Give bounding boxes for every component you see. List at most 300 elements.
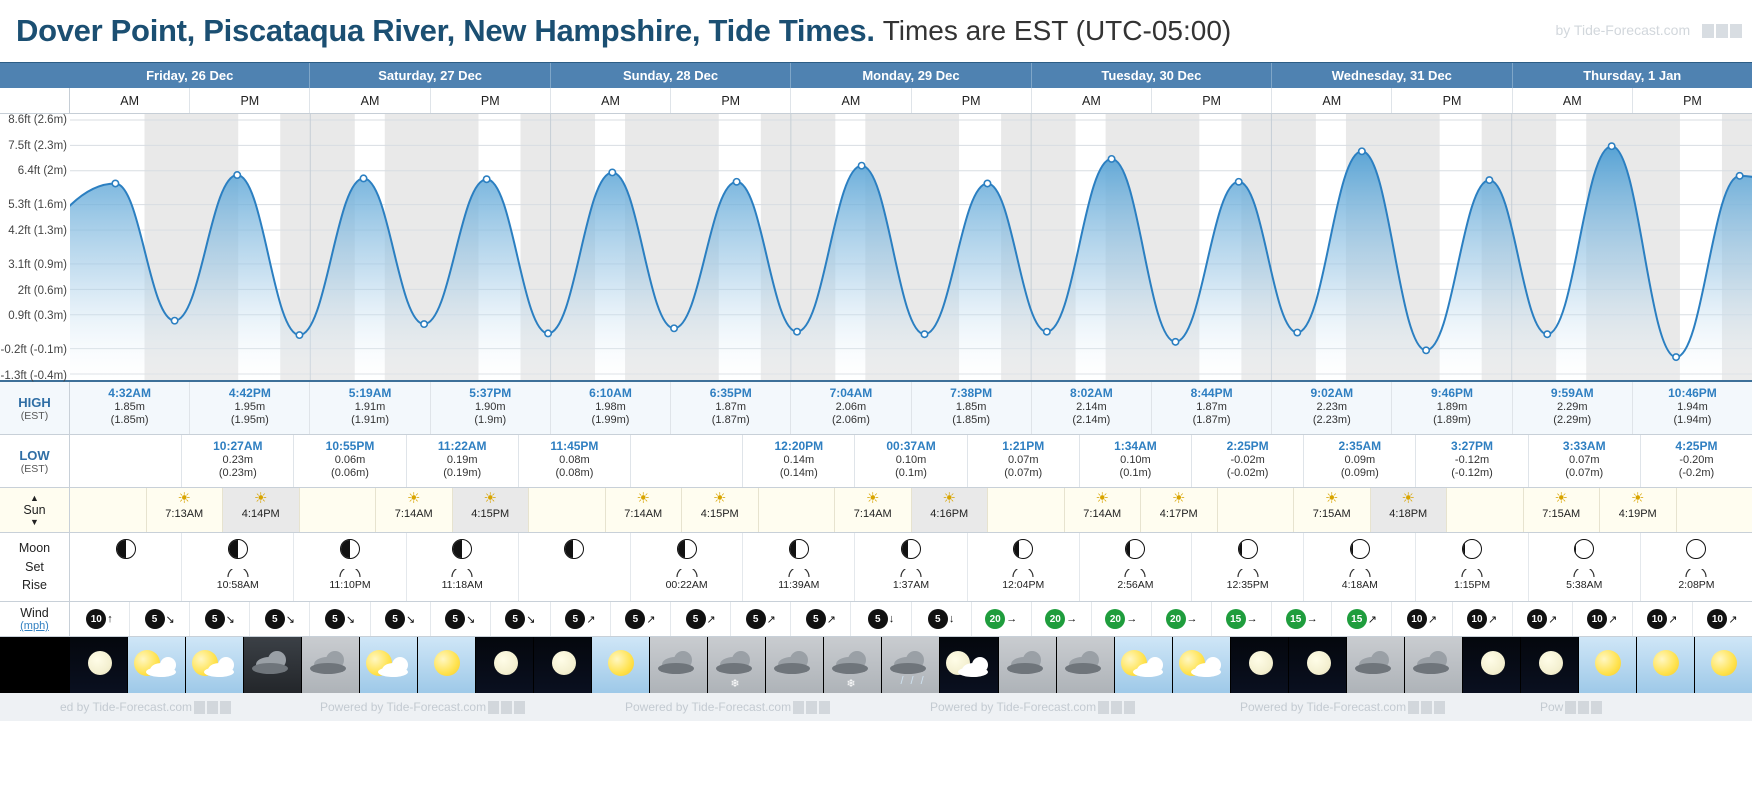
high-tide-cell — [1513, 382, 1633, 434]
weather-icon-cell — [1115, 637, 1173, 693]
low-tide-row — [0, 435, 1752, 488]
weather-icon-cell — [1173, 637, 1231, 693]
cloud-icon — [1065, 663, 1101, 674]
tide-time: 5:19AM — [348, 386, 392, 400]
wind-speed-badge: 10 — [1407, 609, 1427, 629]
wind-speed-badge: 5 — [265, 609, 285, 629]
tide-time: 6:10AM — [589, 386, 632, 400]
wind-speed-badge: 15 — [1226, 609, 1246, 629]
moon-icon — [88, 651, 112, 675]
wind-speed-badge: 15 — [1286, 609, 1306, 629]
sun-label-text: Sun — [23, 503, 46, 517]
weather-icon-cell — [302, 637, 360, 693]
tide-height-paren: (1.87m) — [1192, 414, 1231, 427]
sun-icon: ☀ — [483, 490, 497, 507]
wind-speed-badge: 5 — [806, 609, 826, 629]
wind-speed-badge: 5 — [686, 609, 706, 629]
low-tide-marker — [794, 329, 800, 335]
moon-icon — [552, 651, 576, 675]
low-tide-marker — [1423, 347, 1429, 353]
y-axis-label: 4.2ft (1.3m) — [8, 224, 67, 237]
low-tide-cell — [1641, 435, 1752, 487]
moon-icon — [1307, 651, 1331, 675]
page-title — [0, 0, 1752, 62]
weather-icon-cell — [940, 637, 998, 693]
tide-height-m: 2.06m — [835, 400, 867, 413]
sun-cell — [1218, 488, 1295, 532]
low-tide-marker — [1294, 329, 1300, 335]
moonrise-arc-icon — [1461, 569, 1483, 578]
sun-time: 7:14AM — [394, 507, 433, 520]
chart-y-axis — [0, 114, 70, 380]
tide-height-m: 0.10m — [895, 453, 927, 466]
page-title-timezone: Times are EST (UTC-05:00) — [882, 15, 1232, 46]
tide-time: 9:59AM — [1550, 386, 1594, 400]
y-axis-label: 3.1ft (0.9m) — [8, 259, 67, 272]
wind-speed-badge: 5 — [205, 609, 225, 629]
moon-icon — [1249, 651, 1273, 675]
tide-height-paren: (0.09m) — [1340, 467, 1379, 480]
y-axis-label: 7.5ft (2.3m) — [8, 139, 67, 152]
low-tide-marker — [1673, 354, 1679, 360]
wind-direction-arrow-icon: → — [1246, 613, 1258, 625]
y-axis-label: 2ft (0.6m) — [17, 284, 67, 297]
moon-phase-icon — [901, 539, 921, 559]
wind-direction-arrow-icon: ↑ — [107, 613, 113, 625]
weather-icon-cell — [418, 637, 476, 693]
low-tide-cell — [1192, 435, 1304, 487]
moon-cell — [70, 533, 182, 601]
high-tide-cell — [310, 382, 430, 434]
moon-label-text: Moon — [18, 540, 51, 555]
moon-time: 2:08PM — [1678, 579, 1715, 591]
moon-time: 5:38AM — [1566, 579, 1603, 591]
tide-height-paren: (0.07m) — [1004, 467, 1043, 480]
sun-icon: ☀ — [942, 490, 956, 507]
tide-height-m: 0.07m — [1007, 453, 1039, 466]
sun-time: 4:16PM — [930, 507, 969, 520]
tide-height-m: 1.85m — [114, 400, 145, 413]
moon-phase-icon — [789, 539, 809, 559]
sun-cell — [1371, 488, 1448, 532]
tide-time: 4:32AM — [108, 386, 151, 400]
tide-height-m: 1.91m — [354, 400, 386, 413]
high-label-tz: (EST) — [20, 409, 49, 422]
wind-speed-badge: 5 — [928, 609, 948, 629]
high-tide-cell — [1633, 382, 1752, 434]
moon-time: 11:10PM — [329, 579, 371, 591]
wind-speed-badge: 5 — [145, 609, 165, 629]
tide-time: 7:04AM — [829, 386, 873, 400]
tide-time: 8:02AM — [1070, 386, 1113, 400]
low-tide-cell — [968, 435, 1080, 487]
high-tide-cell — [1272, 382, 1392, 434]
high-tide-cell — [70, 382, 190, 434]
high-tide-cell — [1392, 382, 1512, 434]
moonrise-arc-icon — [227, 569, 249, 578]
tide-height-m: 1.94m — [1677, 400, 1708, 413]
tide-height-m: 2.29m — [1556, 400, 1588, 413]
cloud-icon — [890, 663, 926, 674]
tide-height-m: 0.10m — [1120, 453, 1151, 466]
tide-height-paren: (2.23m) — [1312, 414, 1351, 427]
tide-time: 8:44PM — [1190, 386, 1233, 400]
tide-height-paren: (1.94m) — [1673, 414, 1712, 427]
moon-cell — [631, 533, 743, 601]
moon-phase-icon — [1686, 539, 1706, 559]
wind-direction-arrow-icon: ↗ — [766, 613, 776, 626]
wind-speed-badge: 15 — [1347, 609, 1367, 629]
wind-cell — [1392, 602, 1452, 636]
wind-direction-arrow-icon: → — [1186, 613, 1198, 625]
weather-icon-cell — [1057, 637, 1115, 693]
cloud-icon — [832, 663, 868, 674]
moon-phase-icon — [1013, 539, 1033, 559]
sun-cell — [988, 488, 1065, 532]
sun-row — [0, 488, 1752, 533]
moon-phase-icon — [1125, 539, 1145, 559]
footer-watermark: Powered by Tide-Forecast.com — [320, 700, 525, 714]
tide-height-paren: (0.23m) — [218, 467, 257, 480]
moon-time: 2:56AM — [1117, 579, 1154, 591]
tide-height-paren: (-0.2m) — [1678, 467, 1715, 480]
sun-time: 4:15PM — [471, 507, 510, 520]
high-tide-marker — [1236, 179, 1242, 185]
wind-speed-badge: 20 — [1045, 609, 1065, 629]
high-tide-cell — [1032, 382, 1152, 434]
day-header-cell: Thursday, 1 Jan — [1583, 68, 1682, 83]
moon-time: 10:58AM — [216, 579, 259, 591]
weather-row-spacer — [0, 637, 70, 693]
weather-icon-cell — [1521, 637, 1579, 693]
tide-height-paren: (2.06m) — [831, 414, 870, 427]
wind-cell — [1092, 602, 1152, 636]
day-header-cell: Sunday, 28 Dec — [551, 63, 791, 88]
high-tide-marker — [733, 179, 739, 185]
moon-cell — [1080, 533, 1192, 601]
moon-phase-icon — [677, 539, 697, 559]
tide-time: 2:25PM — [1226, 439, 1269, 453]
moon-phase-icon — [564, 539, 584, 559]
tide-height-m: 0.23m — [222, 453, 254, 466]
tide-height-m: 0.06m — [334, 453, 366, 466]
cloud-icon — [204, 667, 234, 677]
y-axis-label: -0.2ft (-0.1m) — [0, 344, 67, 357]
low-tide-cell — [855, 435, 967, 487]
wind-cell — [731, 602, 791, 636]
moon-row-label — [0, 533, 70, 601]
footer-blocks-icon — [1096, 700, 1135, 714]
high-tide-marker — [234, 172, 240, 178]
sun-cell — [1677, 488, 1752, 532]
tide-height-paren: (1.99m) — [591, 414, 630, 427]
tide-time: 2:35AM — [1338, 439, 1382, 453]
sun-icon: ☀ — [407, 490, 421, 507]
wind-direction-arrow-icon: ↗ — [1668, 613, 1678, 626]
high-tide-cell — [671, 382, 791, 434]
ampm-header-cell: AM — [1513, 88, 1633, 113]
snow-icon: ❄ — [846, 678, 856, 690]
low-tide-marker — [545, 330, 551, 336]
sun-time: 7:15AM — [1542, 507, 1581, 520]
y-axis-label: 8.6ft (2.6m) — [8, 114, 67, 126]
wind-direction-arrow-icon: ↘ — [345, 613, 356, 626]
moon-phase-icon — [1574, 539, 1594, 559]
tide-height-m: -0.02m — [1230, 453, 1265, 466]
sun-icon: ☀ — [866, 490, 880, 507]
low-tide-label — [0, 435, 70, 487]
sun-icon: ☀ — [1325, 490, 1339, 507]
wind-cell — [912, 602, 972, 636]
ampm-header-cell: PM — [912, 88, 1032, 113]
sun-icon — [608, 650, 634, 676]
weather-icon-cell — [1695, 637, 1752, 693]
moon-cell — [1192, 533, 1304, 601]
sun-icon: ☀ — [177, 490, 191, 507]
cloud-icon — [146, 667, 176, 677]
moon-cell — [407, 533, 519, 601]
tide-height-paren: (-0.12m) — [1451, 467, 1493, 480]
high-tide-marker — [1736, 173, 1742, 179]
moon-time: 1:15PM — [1453, 579, 1491, 591]
sun-icon: ☀ — [713, 490, 727, 507]
y-axis-label: -1.3ft (-0.4m) — [0, 370, 67, 382]
cloud-icon — [1133, 667, 1163, 677]
low-label-text: LOW — [19, 447, 50, 463]
footer-blocks-icon — [192, 700, 231, 714]
tide-height-paren: (1.91m) — [351, 414, 389, 427]
tide-time: 9:46PM — [1431, 386, 1474, 400]
wind-cell — [310, 602, 370, 636]
wind-unit-link[interactable]: (mph) — [20, 620, 49, 632]
high-tide-marker — [1359, 148, 1365, 154]
low-tide-cell — [1529, 435, 1641, 487]
sun-icon: ☀ — [1554, 490, 1568, 507]
tide-height-paren: (0.1m) — [895, 467, 927, 480]
tide-height-m: 0.09m — [1344, 453, 1376, 466]
wind-direction-arrow-icon: ↘ — [285, 613, 295, 626]
wind-cell — [250, 602, 310, 636]
sun-cell — [1447, 488, 1524, 532]
cloud-icon — [1355, 663, 1391, 674]
moonrise-arc-icon — [788, 569, 810, 578]
moon-time: 11:39AM — [778, 579, 820, 591]
wind-direction-arrow-icon: ↗ — [586, 613, 596, 626]
low-tide-cell — [294, 435, 406, 487]
cloud-icon — [1413, 663, 1449, 674]
cloud-icon — [716, 663, 752, 674]
moon-icon — [494, 651, 518, 675]
tide-height-paren: (1.85m) — [952, 414, 991, 427]
ampm-header-cell: PM — [190, 88, 310, 113]
wind-direction-arrow-icon: ↗ — [706, 613, 716, 626]
weather-icon-cell — [882, 637, 940, 693]
moonrise-arc-icon — [1012, 569, 1034, 578]
weather-icon-cell — [592, 637, 650, 693]
wind-speed-badge: 10 — [1707, 609, 1727, 629]
moon-phase-icon — [1238, 539, 1258, 559]
wind-cell — [791, 602, 851, 636]
moonrise-arc-icon — [1573, 569, 1595, 578]
tide-height-paren: (2.29m) — [1553, 414, 1592, 427]
wind-cell — [190, 602, 250, 636]
ampm-header-cell: PM — [1152, 88, 1272, 113]
low-tide-marker — [671, 325, 677, 331]
sun-time: 4:18PM — [1389, 507, 1428, 520]
wind-cell — [1212, 602, 1272, 636]
tide-height-m: 1.87m — [1196, 400, 1227, 413]
wind-cell — [1633, 602, 1693, 636]
chevron-down-icon: ▼ — [30, 517, 39, 527]
wind-speed-badge: 5 — [746, 609, 766, 629]
wind-cell — [1513, 602, 1573, 636]
weather-icon-cell — [186, 637, 244, 693]
footer-watermarks — [0, 693, 1752, 721]
sun-cell — [147, 488, 224, 532]
high-tide-cell — [431, 382, 551, 434]
sun-time: 7:14AM — [1083, 507, 1122, 520]
weather-icon-cell — [70, 637, 128, 693]
weather-icon-cell — [1231, 637, 1289, 693]
tide-time: 10:46PM — [1668, 386, 1717, 400]
high-tide-marker — [1608, 143, 1614, 149]
moon-cell — [1641, 533, 1752, 601]
moonrise-arc-icon — [676, 569, 698, 578]
weather-icon-cell — [1405, 637, 1463, 693]
wind-cell — [611, 602, 671, 636]
wind-cell — [130, 602, 190, 636]
sun-icon: ☀ — [636, 490, 650, 507]
day-header-row — [0, 62, 1752, 88]
footer-blocks-icon — [1406, 700, 1445, 714]
moon-cell — [855, 533, 967, 601]
page-title-main: Dover Point, Piscataqua River, New Hampshire, Tide Times. — [16, 13, 875, 48]
wind-cell — [371, 602, 431, 636]
sun-time: 4:19PM — [1618, 507, 1657, 520]
footer-blocks-icon — [1563, 700, 1602, 714]
moon-cell — [182, 533, 294, 601]
wind-speed-badge: 20 — [1166, 609, 1186, 629]
cloud-icon — [774, 663, 810, 674]
footer-watermark: Powered by Tide-Forecast.com — [930, 700, 1135, 714]
wind-cell — [1272, 602, 1332, 636]
tide-height-paren: (1.9m) — [474, 414, 507, 427]
weather-icon-cell — [244, 637, 302, 693]
high-tide-cell — [551, 382, 671, 434]
tide-time: 10:27AM — [213, 439, 263, 453]
sun-icon: ☀ — [1095, 490, 1109, 507]
low-tide-cell — [182, 435, 294, 487]
wind-speed-badge: 5 — [325, 609, 345, 629]
tide-height-paren: (-0.02m) — [1226, 467, 1269, 480]
ampm-header-cell: AM — [1272, 88, 1392, 113]
weather-icon-cell — [650, 637, 708, 693]
rain-icon: / / / — [900, 675, 926, 687]
tide-time: 11:22AM — [437, 439, 487, 453]
low-tide-marker — [421, 321, 427, 327]
low-tide-cell — [631, 435, 743, 487]
low-label-tz: (EST) — [20, 462, 49, 475]
footer-watermark: ed by Tide-Forecast.com — [60, 700, 231, 714]
footer-blocks-icon — [791, 700, 830, 714]
snow-icon: ❄ — [730, 678, 740, 690]
ampm-header-cell: AM — [1032, 88, 1152, 113]
tide-time: 10:55PM — [325, 439, 375, 453]
day-header-cell: Tuesday, 30 Dec — [1032, 63, 1272, 88]
moon-icon — [1539, 651, 1563, 675]
low-tide-marker — [1544, 331, 1550, 337]
tide-time: 1:34AM — [1114, 439, 1157, 453]
tide-time: 4:42PM — [228, 386, 271, 400]
cloud-icon — [958, 667, 988, 677]
tide-curve-svg — [70, 114, 1752, 380]
wind-speed-badge: 5 — [565, 609, 585, 629]
high-label-text: HIGH — [18, 394, 51, 410]
day-header-cell: Saturday, 27 Dec — [310, 63, 550, 88]
tide-height-m: 0.07m — [1568, 453, 1600, 466]
tide-height-m: 2.14m — [1076, 400, 1107, 413]
sun-time: 7:14AM — [624, 507, 663, 520]
tide-height-m: 1.95m — [234, 400, 266, 413]
sun-cell — [682, 488, 759, 532]
wind-speed-badge: 10 — [1467, 609, 1487, 629]
wind-speed-badge: 5 — [385, 609, 405, 629]
ampm-header-cell: AM — [551, 88, 671, 113]
moonrise-arc-icon — [1237, 569, 1259, 578]
wind-speed-badge: 10 — [1647, 609, 1667, 629]
high-tide-marker — [1108, 156, 1114, 162]
weather-icon-cell — [1579, 637, 1637, 693]
low-tide-cell — [743, 435, 855, 487]
sun-cell — [223, 488, 300, 532]
ampm-header-cell: AM — [70, 88, 190, 113]
chart-plot-area — [70, 114, 1752, 380]
wind-direction-arrow-icon: ↓ — [948, 613, 955, 625]
low-tide-marker — [1172, 339, 1178, 345]
ampm-header-cell: AM — [791, 88, 911, 113]
wind-direction-arrow-icon: ↗ — [646, 613, 656, 626]
sun-time: 7:13AM — [165, 507, 204, 520]
cloud-icon — [658, 663, 694, 674]
tide-height-paren: (2.14m) — [1072, 414, 1111, 427]
moon-time: 4:18AM — [1341, 579, 1378, 591]
tide-height-m: -0.12m — [1454, 453, 1490, 466]
tide-height-m: 2.23m — [1316, 400, 1348, 413]
moonrise-arc-icon — [1124, 569, 1146, 578]
sun-cell — [835, 488, 912, 532]
sun-cell — [606, 488, 683, 532]
cloud-icon — [310, 663, 346, 674]
low-tide-cell — [1416, 435, 1528, 487]
wind-direction-arrow-icon: → — [1006, 613, 1018, 625]
weather-icon-cell — [708, 637, 766, 693]
moonrise-arc-icon — [1349, 569, 1371, 578]
sun-cell — [70, 488, 147, 532]
y-axis-label: 6.4ft (2m) — [17, 165, 67, 178]
wind-cell — [1453, 602, 1513, 636]
footer-watermark: Powered by Tide-Forecast.com — [1240, 700, 1445, 714]
high-tide-row — [0, 382, 1752, 435]
sun-cell — [453, 488, 530, 532]
tide-time: 11:45PM — [550, 439, 599, 453]
moon-time: 11:18AM — [441, 579, 483, 591]
sun-time: 4:14PM — [241, 507, 280, 520]
wind-cell — [671, 602, 731, 636]
sun-cell — [376, 488, 453, 532]
tide-height-m: 0.14m — [783, 453, 815, 466]
wind-speed-badge: 20 — [1105, 609, 1125, 629]
high-tide-marker — [360, 175, 366, 181]
